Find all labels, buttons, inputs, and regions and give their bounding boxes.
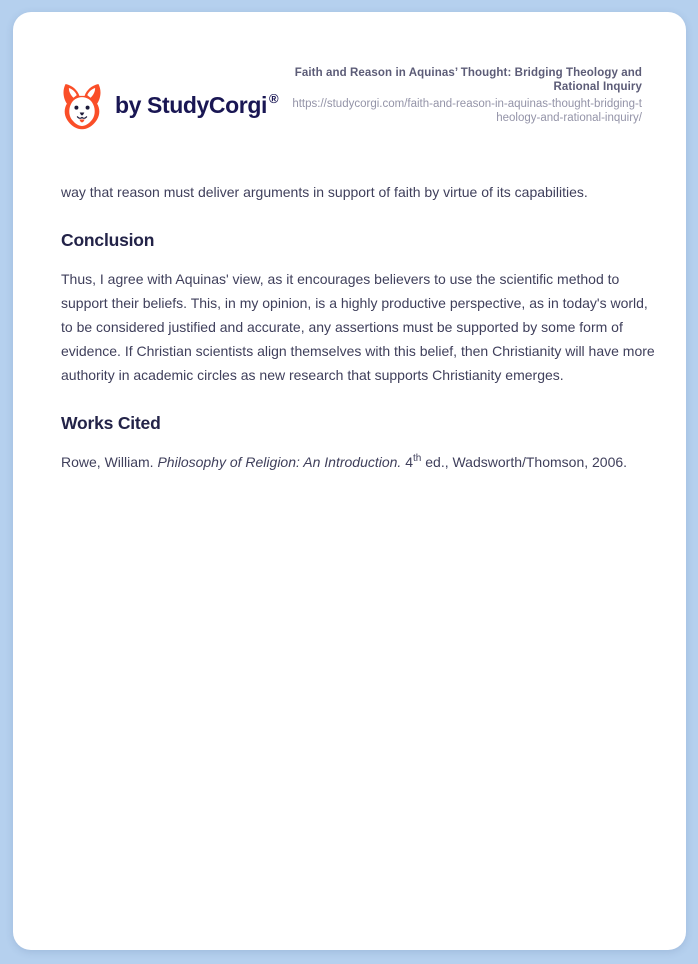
document-url: https://studycorgi.com/faith-and-reason-in-aquinas-thought-bridging-theology-and-rational-inquiry/ xyxy=(292,98,642,124)
citation-edition-number: 4 xyxy=(401,454,414,470)
citation-entry xyxy=(61,450,658,474)
brand-label: by StudyCorgi xyxy=(115,92,267,118)
document-card xyxy=(13,12,686,950)
document-title-block xyxy=(290,66,642,125)
intro-paragraph: way that reason must deliver arguments in support of faith by virtue of its capabilities. xyxy=(61,184,588,200)
citation-edition-suffix: th xyxy=(413,453,422,464)
citation-title: Philosophy of Religion: An Introduction. xyxy=(157,454,402,470)
document-title: Faith and Reason in Aquinas’ Thought: Bridging Theology and Rational Inquiry xyxy=(294,67,642,93)
citation-publisher: ed., Wadsworth/Thomson, 2006. xyxy=(421,454,628,470)
corgi-icon xyxy=(61,80,103,130)
registered-trademark: ® xyxy=(268,91,279,106)
brand-text xyxy=(115,91,278,119)
citation-authors: Rowe, William. xyxy=(61,454,158,470)
header xyxy=(61,66,642,130)
studycorgi-logo xyxy=(61,80,278,130)
works-cited-heading: Works Cited xyxy=(61,413,161,433)
conclusion-paragraph: Thus, I agree with Aquinas' view, as it encourages believers to use the scientific method to support their beliefs. This, in my opinion, is a highly productive perspective, as in today's world, to be considered justified and accurate, any assertions must be supported by some form of evidence. If Christian scientists align themselves with this belief, then Christianity will have more authority in academic circles as new research that supports Christianity emerges. xyxy=(61,271,655,383)
conclusion-heading: Conclusion xyxy=(61,230,155,250)
document-content xyxy=(61,180,658,474)
